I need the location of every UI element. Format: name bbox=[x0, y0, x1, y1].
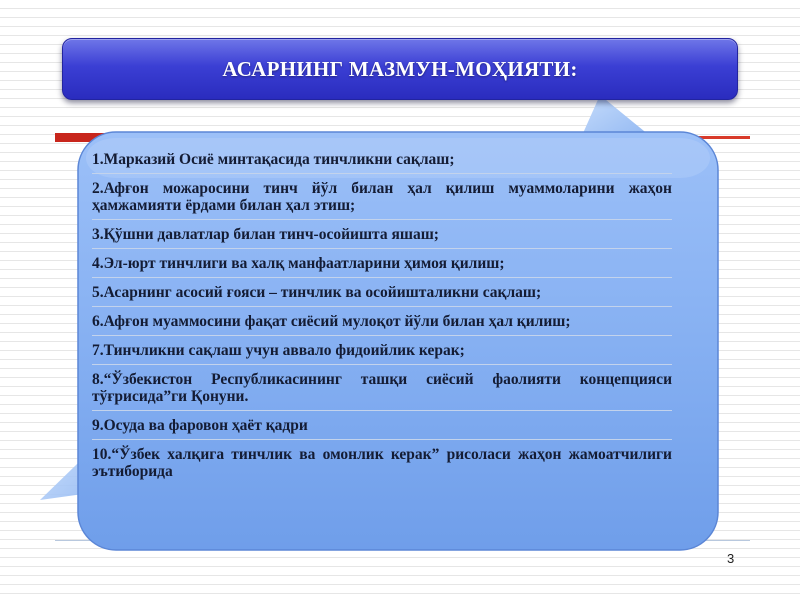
list-item: 7.Тинчликни сақлаш учун аввало фидоийлик керак; bbox=[92, 341, 672, 365]
list-item: 3.Қўшни давлатлар билан тинч-осойишта яшаш; bbox=[92, 225, 672, 249]
slide-title: АСАРНИНГ МАЗМУН-МОҲИЯТИ: bbox=[222, 56, 578, 81]
list-item: 10.“Ўзбек халқига тинчлик ва омонлик керак” рисоласи жаҳон жамоатчилиги эътиборида bbox=[92, 446, 672, 480]
list-item: 1.Марказий Осиё минтақасида тинчликни сақлаш; bbox=[92, 150, 672, 174]
list-item: 5.Асарнинг асосий ғояси – тинчлик ва осойишталикни сақлаш; bbox=[92, 283, 672, 307]
list-item: 2.Афғон можаросини тинч йўл билан ҳал қилиш муаммоларини жаҳон ҳамжамияти ёрдами билан ҳал этиш; bbox=[92, 179, 672, 220]
title-banner bbox=[62, 38, 738, 100]
page-number: 3 bbox=[727, 551, 735, 566]
list-item: 6.Афғон муаммосини фақат сиёсий мулоқот йўли билан ҳал қилиш; bbox=[92, 312, 672, 336]
content-list bbox=[92, 150, 672, 538]
list-item: 9.Осуда ва фаровон ҳаёт қадри bbox=[92, 416, 672, 440]
list-item: 8.“Ўзбекистон Республикасининг ташқи сиёсий фаолияти концепцияси тўғрисида”ги Қонуни. bbox=[92, 370, 672, 411]
list-item: 4.Эл-юрт тинчлиги ва халқ манфаатларини ҳимоя қилиш; bbox=[92, 254, 672, 278]
